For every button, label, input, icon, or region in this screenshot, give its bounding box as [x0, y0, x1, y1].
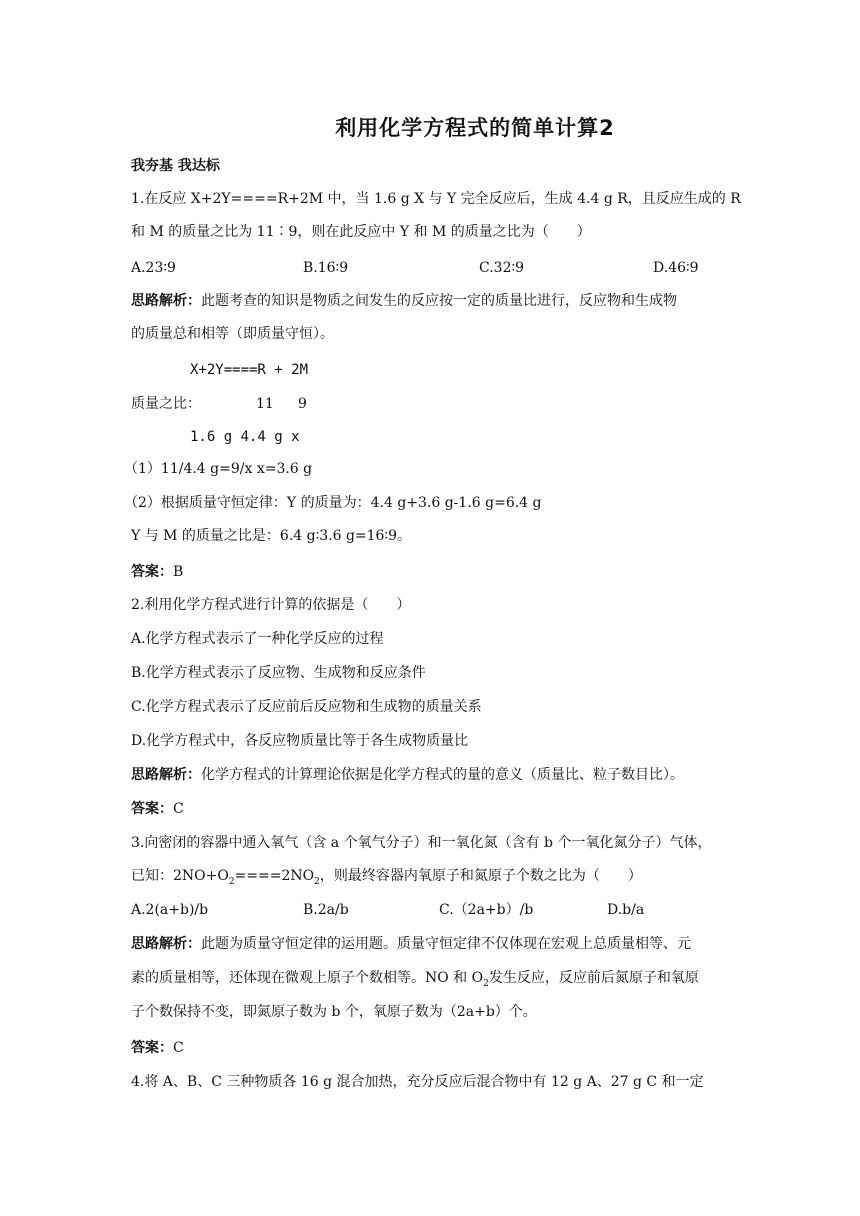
answer-label: 答案：: [131, 801, 173, 817]
q1-analysis-line2: 的质量总和相等（即质量守恒）。: [131, 326, 334, 342]
q1-ratio-11: 11: [256, 396, 274, 412]
analysis-text: 此题为质量守恒定律的运用题。质量守恒定律不仅体现在宏观上总质量相等、元: [201, 936, 691, 952]
answer-value: B: [173, 564, 184, 580]
q3-analysis-line1: [131, 934, 691, 954]
q1-ratio-9: 9: [298, 396, 307, 412]
q1-step3: Y 与 M 的质量之比是：6.4 g∶3.6 g=16∶9。: [131, 528, 412, 544]
q3-option-b: B.2a/b: [303, 902, 349, 918]
q3-formula-part: ，则最终容器内氧原子和氮原子个数之比为（ ）: [319, 868, 642, 884]
section-heading: 我夯基 我达标: [131, 158, 220, 174]
q1-option-b: B.16∶9: [303, 260, 349, 276]
q2-option-b: B.化学方程式表示了反应物、生成物和反应条件: [131, 665, 426, 681]
q1-step1: （1）11/4.4 g=9/x x=3.6 g: [124, 461, 313, 477]
analysis-text: 化学方程式的计算理论依据是化学方程式的量的意义（质量比、粒子数目比）。: [201, 767, 684, 783]
q3-analysis-line3: 子个数保持不变，即氮原子数为 b 个，氧原子数为（2a+b）个。: [131, 1004, 537, 1020]
q2-analysis: [131, 765, 684, 785]
analysis-label: 思路解析：: [131, 767, 201, 783]
analysis-text: 此题考查的知识是物质之间发生的反应按一定的质量比进行，反应物和生成物: [201, 293, 677, 309]
analysis-text: 发生反应，反应前后氮原子和氧原: [488, 970, 699, 986]
q3-subscript: 2: [483, 978, 489, 989]
q3-subscript: 2: [228, 876, 235, 887]
analysis-label: 思路解析：: [131, 293, 201, 309]
answer-label: 答案：: [131, 564, 173, 580]
q1-stem-line1: 1.在反应 X+2Y====R+2M 中，当 1.6 g X 与 Y 完全反应后，生成 4.4 g R，且反应生成的 R: [131, 191, 741, 207]
q2-stem: 2.利用化学方程式进行计算的依据是（ ）: [131, 597, 411, 613]
q1-masses: 1.6 g 4.4 g x: [190, 429, 300, 445]
q3-stem-line2: [131, 866, 642, 892]
q1-option-d: D.46∶9: [653, 260, 699, 276]
q3-option-c: C.（2a+b）/b: [439, 902, 534, 918]
q3-answer: [131, 1038, 184, 1058]
q2-option-a: A.化学方程式表示了一种化学反应的过程: [131, 631, 384, 647]
analysis-label: 思路解析：: [131, 936, 201, 952]
q1-stem-line2: 和 M 的质量之比为 11∶9，则在此反应中 Y 和 M 的质量之比为（ ）: [131, 224, 591, 240]
q3-analysis-line2: [131, 968, 699, 994]
answer-value: C: [173, 801, 184, 817]
analysis-text: 素的质量相等，还体现在微观上原子个数相等。NO 和 O: [131, 970, 484, 986]
q3-stem-line1: 3.向密闭的容器中通入氧气（含 a 个氧气分子）和一氧化氮（含有 b 个一氧化氮分子）气体，: [131, 835, 712, 851]
q3-option-a: A.2(a+b)/b: [131, 902, 209, 918]
q2-option-d: D.化学方程式中，各反应物质量比等于各生成物质量比: [131, 733, 469, 749]
q1-step2: （2）根据质量守恒定律：Y 的质量为：4.4 g+3.6 g-1.6 g=6.4 g: [124, 495, 542, 511]
q1-answer: [131, 562, 183, 582]
q1-analysis-line1: [131, 291, 677, 311]
answer-label: 答案：: [131, 1040, 173, 1056]
q1-option-a: A.23∶9: [131, 260, 176, 276]
q1-equation: X+2Y====R + 2M: [190, 362, 309, 378]
page-title: 利用化学方程式的简单计算2: [335, 116, 615, 140]
q3-option-d: D.b/a: [607, 902, 645, 918]
q2-answer: [131, 799, 184, 819]
q3-formula-part: ====2NO: [234, 868, 315, 884]
q1-option-c: C.32∶9: [479, 260, 525, 276]
q2-option-c: C.化学方程式表示了反应前后反应物和生成物的质量关系: [131, 699, 482, 715]
q4-stem-line1: 4.将 A、B、C 三种物质各 16 g 混合加热，充分反应后混合物中有 12 g A、27 g C 和一定: [131, 1074, 704, 1090]
answer-value: C: [173, 1040, 184, 1056]
q3-subscript: 2: [314, 876, 320, 887]
q1-ratio-label: 质量之比：: [131, 396, 201, 412]
q3-formula-part: 已知：2NO+O: [131, 868, 229, 884]
